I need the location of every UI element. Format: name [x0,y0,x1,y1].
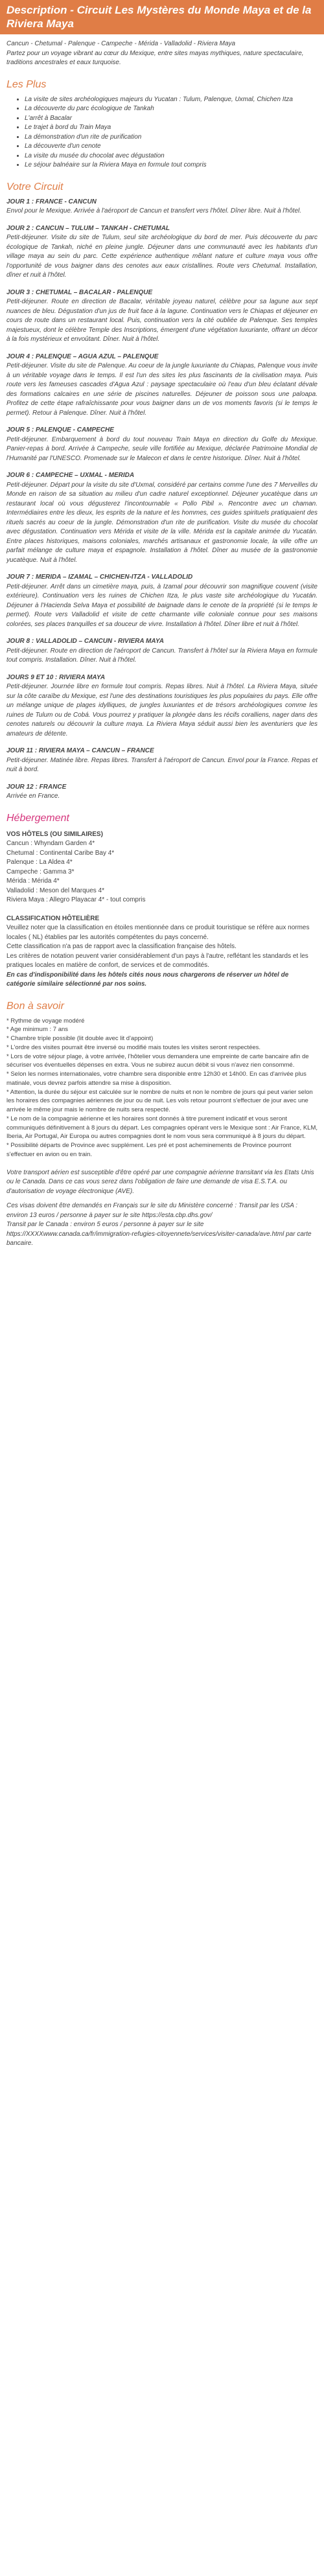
bon-a-savoir-title: Bon à savoir [6,1000,64,1012]
classification-text: Les critères de notation peuvent varier considérablement d'un pays à l'autre, reflétant les standards et les pratiques locales en matière de confort, de services et de commodités. [6,952,308,969]
circuit-title: Votre Circuit [6,181,64,192]
tip-line: * Selon les normes internationales, votre chambre sera disponible entre 12h30 et 14h00. En cas d'arrivée plus matinale, vous devrez parfois attendre sa mise à disposition. [6,1071,307,1087]
hotel-line: Campeche : Gamma 3* [6,868,75,876]
day-text: Envol pour le Mexique. Arrivée à l'aéroport de Cancun et transfert vers l'hôtel. Dîner libre. Nuit à l'hôtel. [6,207,302,215]
day-block [6,673,318,739]
day-text: Petit-déjeuner. Visite du site de Palenque. Au coeur de la jungle luxuriante du Chiapas, Palenque vous invite à un véritable voyage dans le temps. Il est l'un des sites les plus fascinants de la civilisation maya. Puis route vers les fameuses cascades d'Agua Azul : paysage spectaculaire où l'eau d'un bleu éclatant dévale des formations calcaires en une série de piscines naturelles. Déjeuner de poisson sous une paloapa. Profitez de cette étape rafraîchissante pour vous baigner dans un de vos moments favoris (si le temps le permet). Retour à Palenque. Dîner. Nuit à l'hôtel. [6,362,318,417]
day-block [6,198,318,216]
list-item: • La visite de sites archéologiques majeurs du Yucatan : Tulum, Palenque, Uxmal, Chichen Itza [25,95,318,105]
day-block [6,573,318,629]
hotel-line: Cancun : Whyndam Garden 4* [6,840,95,847]
day-text: Petit-déjeuner. Journée libre en formule tout compris. Repas libres. Nuit à l'hôtel. La Riviera Maya, située sur la côte caraïbe du Mexique, est l'une des destinations touristiques les plus populaires du pays. Elle offre un mélange unique de plages idylliques, de jungles luxuriantes et de trésors archéologiques comme les ruines de Tulum ou de Cobá. Vous pourrez y pratiquer la plongée dans les récifs coralliens, nager dans des cenotes naturels ou découvrir la culture maya. La Riviera Maya séduit aussi bien les aventuriers que les amateurs de détente. [6,683,318,737]
plus-section [0,78,324,170]
list-item: • Le trajet à bord du Train Maya [25,123,318,133]
classification-note: En cas d'indisponibilité dans les hôtels cités nous nous chargerons de réserver un hôtel de catégorie similaire sélectionné par nos soins. [6,971,289,988]
day-block [6,637,318,666]
day-title: JOUR 2 : CANCUN – TULUM – TANKAH - CHETUMAL [6,224,170,232]
day-text: Arrivée en France. [6,793,60,800]
hotel-line: Mérida : Mérida 4* [6,877,60,885]
bon-a-savoir-section [0,1000,324,1249]
list-item: • Le séjour balnéaire sur la Riviera Maya en formule tout compris [25,161,318,170]
transit-usa-text: Ces visas doivent être demandés en Français sur le site du Ministère concerné : Transit par les USA : environ 13 euros / personne à payer sur le site https://esta.cbp.dhs.gov/ [6,1202,298,1219]
tip-line: * Rythme de voyage modéré [6,1017,85,1025]
hotel-line: Valladolid : Meson del Marques 4* [6,887,105,894]
circuit-section [0,181,324,802]
day-title: JOUR 7 : MERIDA – IZAMAL – CHICHEN-ITZA - VALLADOLID [6,574,193,581]
day-block [6,353,318,419]
hotel-line: Chetumal : Continental Caribe Bay 4* [6,849,115,857]
plus-list [6,95,318,170]
list-item: • La découverte d'un cenote [25,142,318,152]
day-block [6,288,318,345]
day-block [6,747,318,775]
day-title: JOURS 9 ET 10 : RIVIERA MAYA [6,673,106,681]
day-block [6,783,318,802]
day-title: JOUR 8 : VALLADOLID – CANCUN - RIVIERA MAYA [6,638,164,645]
intro-text: Partez pour un voyage vibrant au cœur du Mexique, entre sites mayas mythiques, nature spectaculaire, traditions ancestrales et eaux turquoise. [6,49,304,66]
day-title: JOUR 12 : FRANCE [6,783,67,791]
list-item: • La démonstration d'un rite de purification [25,133,318,143]
tip-line: * L'ordre des visites pourrait être inversé ou modifié mais toutes les visites seront respectées. [6,1043,261,1051]
hotel-line: Palenque : La Aldea 4* [6,859,73,866]
day-text: Petit-déjeuner. Matinée libre. Repas libres. Transfert à l'aéroport de Cancun. Envol pour la France. Repas et nuit à bord. [6,756,318,773]
hebergement-section [0,812,324,990]
transit-text: Votre transport aérien est susceptible d'être opéré par une compagnie aérienne transitant via les Etats Unis ou le Canada. Dans ce cas vous serez dans l'obligation de faire une demande de visa E.S.T.A. ou d'autorisation de voyage électronique (AVE). [6,1168,314,1195]
day-title: JOUR 4 : PALENQUE – AGUA AZUL – PALENQUE [6,353,159,360]
day-block [6,471,318,565]
day-text: Petit-déjeuner. Visite du site de Tulum, seul site archéologique du bord de mer. Puis découverte du parc écologique de Tankah, niché en pleine jungle. Déjeuner dans une communauté avec les habitants d'un village maya au sein du parc. Cette expérience authentique mêlant nature et culture maya vous offre l'opportunité de vous baigner dans des cenotes aux eaux cristallines. Route vers Chetumal. Installation, dîner et nuit à l'hôtel. [6,234,318,279]
tip-line: * Chambre triple possible (lit double avec lit d'appoint) [6,1035,154,1043]
list-item: • L'arrêt à Bacalar [25,114,318,124]
intro-route-text: Cancun - Chetumal - Palenque - Campeche - Mérida - Valladolid - Riviera Maya [6,40,236,47]
transit-canada-text: Transit par le Canada : environ 5 euros / personne à payer sur le site https://XXXXwww.canada.ca/fr/immigration-refugies-citoyennete/services/visiter-canada/ave.html par carte bancaire. [6,1221,312,1247]
plus-title: Les Plus [6,78,47,90]
day-text: Petit-déjeuner. Embarquement à bord du tout nouveau Train Maya en direction du Golfe du Mexique. Panier-repas à bord. Arrivée à Campeche, seule ville fortifiée au Mexique, déclarée Patrimoine Mondial de l'Humanité par l'UNESCO. Promenade sur le Malecon et dans le centre historique. Dîner. Nuit à l'hôtel. [6,435,318,462]
day-title: JOUR 11 : RIVIERA MAYA – CANCUN – FRANCE [6,747,154,754]
day-text: Petit-déjeuner. Route en direction de Bacalar, véritable joyeau naturel, célèbre pour sa lagune aux sept nuances de bleu. Dégustation d'un jus de fruit face à la lagune. Continuation vers le Chiapas et déjeuner en cours de route dans un restaurant local. Puis, continuation vers la cité oubliée de Palenque. Ses temples majestueux, dont le célèbre Temple des Inscriptions, émergent d'une végétation luxuriante, offrant un décor à la fois mystérieux et envoûtant. Dîner. Nuit à l'hôtel. [6,298,318,343]
day-title: JOUR 3 : CHETUMAL – BACALAR - PALENQUE [6,288,153,296]
day-block [6,224,318,281]
page [0,0,324,1258]
intro-section [0,40,324,68]
tip-line: * Possibilité départs de Province avec supplément. Les pré et post acheminements de Province pourront s'effectuer en avion ou en train. [6,1142,292,1158]
day-title: JOUR 5 : PALENQUE - CAMPECHE [6,426,114,434]
tip-line: * Attention, la durée du séjour est calculée sur le nombre de nuits et non le nombre de jours qui peut varier selon les horaires des compagnies aériennes de jour ou de nuit. Les vols retour pourront s'effectuer de jour avec une arrivée le même jour mais le nombre de nuits sera respecté. [6,1088,313,1114]
hotels-title: VOS HÔTELS (OU SIMILAIRES) [6,830,103,838]
classification-title: CLASSIFICATION HÔTELIÈRE [6,914,100,922]
intro-route [6,40,318,68]
tip-line: * Age minimum : 7 ans [6,1026,69,1034]
hotel-line: Riviera Maya : Allegro Playacar 4* - tout compris [6,896,146,903]
day-text: Petit-déjeuner. Arrêt dans un cimetière maya, puis, à Izamal pour découvrir son magnifique couvent (visite extérieure). Continuation vers les ruines de Chichen Itza, le plus vaste site archéologique du Yucatán. Déjeuner à l'Hacienda Selva Maya et possibilité de baignade dans le cenote de la propriété (si le temps le permet). Route vers Valladolid et visite de cette charmante ville coloniale connue pour ses maisons colorées, ses places tranquilles et sa douceur de vivre. Installation à l'hôtel. Dîner libre et nuit à l'hôtel. [6,583,318,628]
tip-line: * Le nom de la compagnie aérienne et les horaires sont donnés à titre purement indicatif et vous seront communiqués définitivement à 8 jours du départ. Les compagnies opérant vers le Mexique sont : Air France, KLM, Iberia, Air Portugal, Air Europa ou autres compagnies dont le nom vous sera communiqué à 8 jours du départ. [6,1115,318,1141]
page-title: Description - Circuit Les Mystères du Monde Maya et de la Riviera Maya [0,0,324,34]
tip-line: * Lors de votre séjour plage, à votre arrivée, l'hôtelier vous demandera une empreinte de carte bancaire afin de sécuriser vos éventuelles dépenses en extra. Vous ne subirez aucun débit si vous n'avez rien consommé. [6,1052,309,1069]
list-item: • La découverte du parc écologique de Tankah [25,104,318,114]
classification-text: Veuillez noter que la classification en étoiles mentionnée dans ce produit touristique se réfère aux normes locales ( NL) établies par les autorités compétentes du pays concerné. [6,924,310,941]
day-text: Petit-déjeuner. Départ pour la visite du site d'Uxmal, considéré par certains comme l'une des 7 Merveilles du Monde en raison de sa situation au milieu d'un cadre naturel exceptionnel. Déjeuner yucatèque dans un restaurant local où vous dégusterez l'incontournable « Pollo Pibil ». Rencontre avec un chaman. Intermédiaires entre les dieux, les esprits de la nature et les hommes, ces guides spirituels pratiquaient des rituels sacrés au coeur de la jungle. Démonstration d'un rite de purification. Visite du musée du chocolat avec dégustation. Continuation vers Mérida et visite de la ville. Mérida est la capitale animée du Yucatán. Entre places historiques, maisons coloniales, marchés artisanaux et gastronomie locale, la ville offre un parfait mélange de culture maya et espagnole. Installation à l'hôtel. Dîner au musée de la gastronomie yucatèque. Nuit à l'hôtel. [6,481,318,564]
day-title: JOUR 1 : FRANCE - CANCUN [6,198,97,205]
day-title: JOUR 6 : CAMPECHE – UXMAL - MERIDA [6,472,135,479]
hebergement-title: Hébergement [6,812,69,824]
day-block [6,426,318,463]
classification-text: Cette classification n'a pas de rapport avec la classification française des hôtels. [6,943,237,950]
list-item: • La visite du musée du chocolat avec dégustation [25,152,318,161]
day-text: Petit-déjeuner. Route en direction de l'aéroport de Cancun. Transfert à l'hôtel sur la Riviera Maya en formule tout compris. Installation. Dîner. Nuit à l'hôtel. [6,647,318,664]
